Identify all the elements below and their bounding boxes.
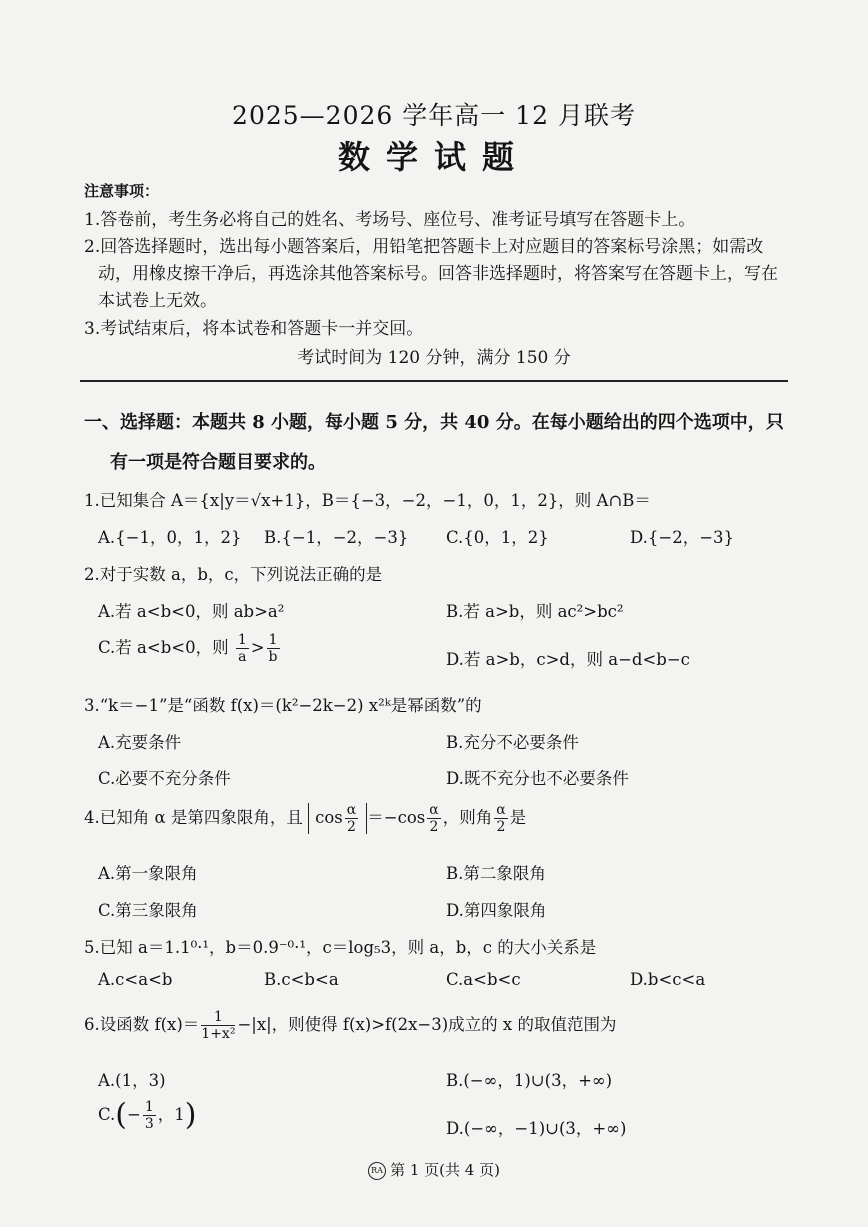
fraction-one-third	[143, 1100, 156, 1131]
question-1-option-b: B.{−1，−2，−3}	[264, 528, 409, 547]
notice-item-1: 1.答卷前，考生务必将自己的姓名、考场号、座位号、准考证号填写在答题卡上。	[84, 210, 696, 230]
question-2-stem: 2.对于实数 a，b，c，下列说法正确的是	[84, 565, 383, 584]
exam-title-subject: 数学试题	[337, 138, 530, 176]
notice-item-2-line3: 本试卷上无效。	[98, 291, 217, 311]
fraction-one-over-a	[236, 633, 249, 664]
numerator: 1	[268, 632, 278, 648]
question-4-stem-pre: 4.已知角 α 是第四象限角，且	[84, 808, 303, 827]
fraction-alpha-over-2	[494, 803, 507, 834]
question-6-option-a: A.(1，3)	[98, 1071, 166, 1090]
question-1-stem: 1.已知集合 A＝{x|y＝√x+1}，B＝{−3，−2，−1，0，1，2}，则 A∩B＝	[84, 491, 651, 510]
question-2-option-d: D.若 a>b，c>d，则 a−d<b−c	[446, 650, 690, 669]
question-3-stem: 3.“k＝−1”是“函数 f(x)＝(k²−2k−2) x²ᵏ是幂函数”的	[84, 696, 482, 715]
question-1-option-d: D.{−2，−3}	[630, 528, 735, 547]
question-4-stem	[84, 803, 526, 834]
question-2-option-c-text: C.若 a<b<0，则	[98, 638, 229, 657]
left-paren: (	[115, 1097, 128, 1133]
notice-item-3: 3.考试结束后，将本试卷和答题卡一并交回。	[84, 319, 424, 339]
question-2-option-c: C.若 a<b<0，则 $\frac{1}{a}$ > $\frac{1}{b}$	[98, 632, 278, 665]
question-5-option-c: C.a<b<c	[446, 970, 521, 989]
denominator: 2	[429, 819, 439, 835]
notice-heading: 注意事项：	[84, 182, 160, 200]
question-2-option-a: A.若 a<b<0，则 ab>a²	[98, 602, 285, 621]
question-5-option-d: D.b<c<a	[630, 970, 706, 989]
question-4-stem-post: 是	[509, 808, 527, 827]
absolute-value-cos	[308, 803, 367, 834]
denominator: b	[268, 649, 278, 665]
question-6-option-c	[98, 1097, 197, 1133]
fraction-alpha-over-2	[345, 803, 358, 834]
exam-title-line1: 2025—2026 学年高一 12 月联考	[232, 101, 636, 130]
question-5-stem: 5.已知 a＝1.1⁰·¹，b＝0.9⁻⁰·¹，c＝log₅3，则 a，b，c 的大小关系是	[84, 938, 597, 957]
cos-text: cos	[315, 808, 343, 827]
question-3-option-a: A.充要条件	[98, 733, 182, 752]
numerator: α	[346, 802, 357, 818]
fraction-one-over-b	[267, 633, 280, 664]
question-4-stem-mid2: ，则角	[442, 808, 493, 827]
denominator: 1+x²	[201, 1026, 236, 1042]
question-6-stem	[84, 1010, 616, 1041]
page-number: 第 1 页(共 4 页)	[390, 1161, 500, 1179]
question-6-option-d: D.(−∞，−1)∪(3，+∞)	[446, 1119, 627, 1138]
question-6-stem-pre: 6.设函数 f(x)＝	[84, 1015, 200, 1034]
question-5-option-a: A.c<a<b	[98, 970, 173, 989]
page-footer	[0, 1159, 868, 1180]
notice-item-2-line2: 动，用橡皮擦干净后，再选涂其他答案标号。回答非选择题时，将答案写在答题卡上，写在	[98, 264, 778, 284]
question-6-stem-post: −|x|，则使得 f(x)>f(2x−3)成立的 x 的取值范围为	[237, 1015, 617, 1034]
question-4-stem-mid: ＝−cos	[367, 808, 426, 827]
numerator: 1	[237, 632, 247, 648]
right-paren: )	[184, 1097, 197, 1133]
fraction-one-over-one-plus-x2	[201, 1010, 235, 1041]
numerator: α	[429, 802, 439, 818]
numerator: 1	[144, 1099, 154, 1115]
question-3-option-d: D.既不充分也不必要条件	[446, 769, 629, 788]
denominator: a	[238, 649, 247, 665]
question-4-option-b: B.第二象限角	[446, 864, 546, 883]
question-4-option-c: C.第三象限角	[98, 901, 198, 920]
question-1-option-c: C.{0，1，2}	[446, 528, 549, 547]
denominator: 3	[144, 1116, 154, 1132]
denominator: 2	[347, 819, 356, 835]
numerator: α	[496, 802, 506, 818]
notice-item-2-line1: 2.回答选择题时，选出每小题答案后，用铅笔把答题卡上对应题目的答案标号涂黑；如需改	[84, 237, 764, 257]
minus-sign: −	[127, 1105, 141, 1124]
exam-time-info: 考试时间为 120 分钟，满分 150 分	[297, 348, 571, 368]
question-2-option-b: B.若 a>b，则 ac²>bc²	[446, 602, 624, 621]
publisher-logo-icon: RA	[368, 1162, 386, 1180]
question-3-option-b: B.充分不必要条件	[446, 733, 579, 752]
question-4-option-a: A.第一象限角	[98, 864, 198, 883]
question-3-option-c: C.必要不充分条件	[98, 769, 231, 788]
question-5-option-b: B.c<b<a	[264, 970, 339, 989]
header-divider	[80, 380, 788, 382]
question-1-option-a: A.{−1，0，1，2}	[98, 528, 242, 547]
question-4-option-d: D.第四象限角	[446, 901, 547, 920]
interval-tail: ，1	[157, 1105, 185, 1124]
section-one-heading-cont: 有一项是符合题目要求的。	[110, 452, 326, 473]
numerator: 1	[201, 1010, 235, 1026]
question-6-option-b: B.(−∞，1)∪(3，+∞)	[446, 1071, 613, 1090]
question-6-option-c-label: C.	[98, 1105, 116, 1124]
fraction-alpha-over-2	[427, 803, 440, 834]
section-one-heading: 一、选择题：本题共 8 小题，每小题 5 分，共 40 分。在每小题给出的四个选项中，只	[84, 412, 784, 433]
denominator: 2	[496, 819, 506, 835]
